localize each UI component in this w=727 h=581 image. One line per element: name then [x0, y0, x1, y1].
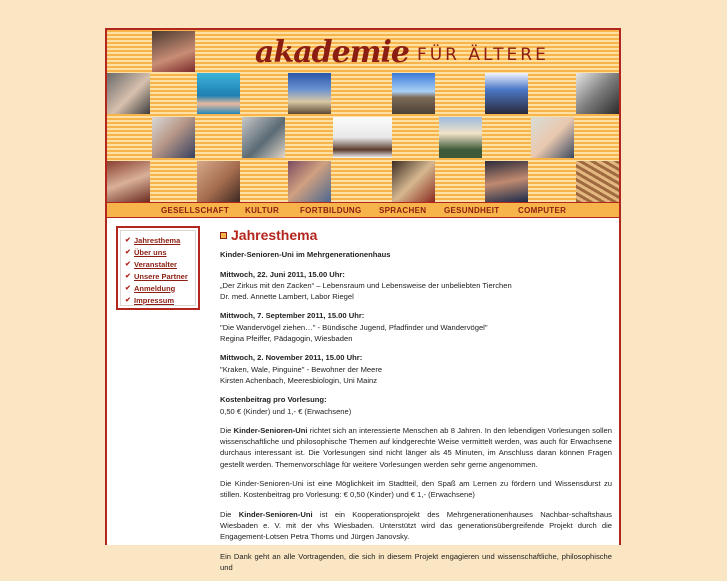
sidebar-link[interactable]: Impressum [134, 295, 175, 305]
photo-road [392, 73, 435, 114]
site-logo[interactable] [255, 34, 555, 70]
event-date: Mittwoch, 22. Juni 2011, 15.00 Uhr: [220, 269, 345, 279]
photo-winter-scene [333, 117, 392, 158]
event-2 [220, 310, 612, 344]
square-bullet-icon [220, 232, 227, 239]
photo-banner [107, 30, 619, 202]
nav-sprachen[interactable]: SPRACHEN [379, 206, 427, 215]
photo-telescope [485, 73, 528, 114]
photo-conversation [242, 117, 285, 158]
sidebar-item-impressum[interactable] [125, 294, 195, 306]
event-date: Mittwoch, 2. November 2011, 15.00 Uhr: [220, 353, 363, 363]
photo-woman-hat [485, 161, 528, 202]
photo-two-men [152, 117, 195, 158]
page-heading [220, 227, 612, 243]
sidebar-link[interactable]: Über uns [134, 247, 167, 257]
event-date: Mittwoch, 7. September 2011, 15.00 Uhr: [220, 311, 365, 321]
checkmark-icon: ✔ [125, 237, 131, 244]
event-title: "Die Wandervögel ziehen…" - Bündische Jugend, Pfadfinder und Wandervögel" [220, 322, 488, 332]
sidebar-item-partner[interactable] [125, 270, 195, 282]
main-navigation [107, 202, 619, 218]
photo-elderly-couple [531, 117, 574, 158]
logo-script-text: akademie [255, 34, 409, 70]
photo-cyclist [439, 117, 482, 158]
photo-wood-texture [576, 161, 619, 202]
sidebar-link[interactable]: Veranstalter [134, 259, 177, 269]
paragraph-3: Die Kinder-Senioren-Uni ist ein Kooperationsprojekt des Mehrgenerationenhauses Nachbar-schaftshaus Wiesbaden e. V. mit der vhs Wiesbaden. Unterstützt wird das generationsübergreifende Projekt durch die Engagement-Lotsen Petra Thoms und Jürgen Janovsky. [220, 509, 612, 542]
photo-couple [107, 73, 150, 114]
event-title: „Der Zirkus mit den Zacken“ – Lebensraum und Lebensweise der unbeliebten Tierchen [220, 280, 512, 290]
photo-camera-man [576, 73, 619, 114]
event-speaker: Dr. med. Annette Lambert, Labor Riegel [220, 292, 354, 302]
checkmark-icon: ✔ [125, 261, 131, 268]
logo-caps-text: FÜR ÄLTERE [416, 45, 549, 65]
checkmark-icon: ✔ [125, 297, 131, 304]
photo-reading [392, 161, 435, 202]
checkmark-icon: ✔ [125, 285, 131, 292]
checkmark-icon: ✔ [125, 273, 131, 280]
cost-value: 0,50 € (Kinder) und 1,- € (Erwachsene) [220, 406, 352, 416]
photo-swimmer [197, 73, 240, 114]
nav-kultur[interactable]: KULTUR [245, 206, 280, 215]
photo-church [288, 73, 331, 114]
sidebar-item-veranstalter[interactable] [125, 258, 195, 270]
page-frame [105, 28, 621, 572]
sidebar-item-jahresthema[interactable] [125, 234, 195, 246]
sidebar-link[interactable]: Unsere Partner [134, 271, 188, 281]
sidebar-link[interactable]: Anmeldung [134, 283, 176, 293]
nav-fortbildung[interactable]: FORTBILDUNG [300, 206, 362, 215]
event-title: "Kraken, Wale, Pinguine" - Bewohner der Meere [220, 364, 383, 374]
page-title: Jahresthema [231, 227, 318, 243]
cost-label: Kostenbeitrag pro Vorlesung: [220, 395, 327, 405]
nav-gesellschaft[interactable]: GESELLSCHAFT [161, 206, 230, 215]
event-speaker: Regina Pfeiffer, Pädagogin, Wiesbaden [220, 334, 353, 344]
event-3 [220, 352, 612, 386]
main-content [220, 227, 612, 581]
sidebar-link[interactable]: Jahresthema [134, 235, 181, 245]
photo-woman-portrait [152, 31, 195, 72]
paragraph-4: Ein Dank geht an alle Vortragenden, die sich in diesem Projekt engagieren und wissenschaftliche, philosophische und [220, 551, 612, 572]
photo-smiling-woman [107, 161, 150, 202]
event-1 [220, 269, 612, 303]
cost-block [220, 394, 612, 417]
nav-computer[interactable]: COMPUTER [518, 206, 567, 215]
sidebar-item-ueber-uns[interactable] [125, 246, 195, 258]
subtitle: Kinder-Senioren-Uni im Mehrgenerationenhaus [220, 250, 391, 260]
photo-group [288, 161, 331, 202]
photo-hands [197, 161, 240, 202]
sidebar-menu [116, 226, 200, 310]
nav-gesundheit[interactable]: GESUNDHEIT [444, 206, 500, 215]
paragraph-1: Die Kinder-Senioren-Uni richtet sich an interessierte Menschen ab 8 Jahren. In den lebendigen Vorlesungen sollen wissenschaftliche und philosophische Themen auf kindgerechte Weise vermittelt werden, was auch für Erwachsene durchaus interessant ist. Die Vorlesungen sind nicht länger als 45 Minuten, im Anschluss daran können Fragen gestellt werden. Themenvorschläge für weitere Vorlesungen werden sehr gerne angenommen. [220, 425, 612, 469]
paragraph-2: Die Kinder-Senioren-Uni ist eine Möglichkeit im Stadtteil, den Spaß am Lernen zu fördern und Wissensdurst zu stillen. Kostenbeitrag pro Vorlesung: € 0,50 (Kinder) und € 1,- (Erwachsene) [220, 479, 612, 500]
checkmark-icon: ✔ [125, 249, 131, 256]
sidebar-item-anmeldung[interactable] [125, 282, 195, 294]
event-speaker: Kirsten Achenbach, Meeresbiologin, Uni Mainz [220, 375, 378, 385]
